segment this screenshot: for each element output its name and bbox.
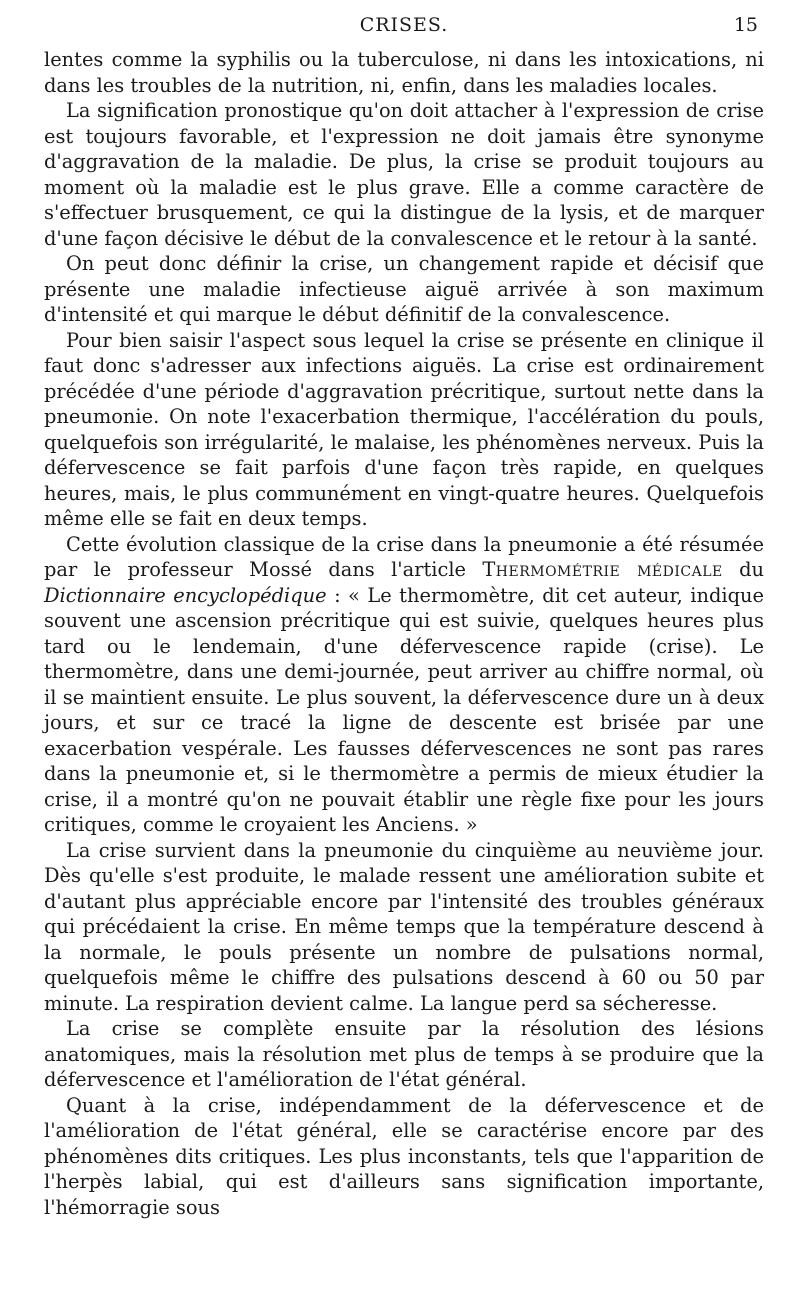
body-text <box>44 47 764 1220</box>
paragraph-7: La crise se complète ensuite par la résolution des lésions anatomiques, mais la résolution met plus de temps à se produire que la défervescence et l'amélioration de l'état général. <box>44 1017 764 1091</box>
paragraph-6: La crise survient dans la pneumonie du cinquième au neuvième jour. Dès qu'elle s'est produite, le malade ressent une amélioration subite et d'autant plus appréciable encore par l'intensité des troubles généraux qui précédaient la crise. En même temps que la température descend à la normale, le pouls présente un nombre de pulsations normal, quelquefois même le chiffre des pulsations descend à 60 ou 50 par minute. La respiration devient calme. La langue perd sa sécheresse. <box>44 838 764 1015</box>
article-title: Thermométrie médicale <box>482 558 723 581</box>
paragraph-5-quote: : « Le thermomètre, dit cet auteur, indique souvent une ascension précritique qui est suivie, quelques heures plus tard ou le lendemain, d'une défervescence rapide (crise). Le thermomètre, dans une demi-journée, peut arriver au chiffre normal, où il se maintient ensuite. Le plus souvent, la défervescence dure un à deux jours, et sur ce tracé la ligne de descente est brisée par une exacerbation vespérale. Les fausses défervescences ne sont pas rares dans la pneumonie et, si le thermomètre a permis de mieux étudier la crise, il a montré qu'on ne pouvait établir une règle fixe pour les jours critiques, comme le croyaient les Anciens. » <box>44 583 764 836</box>
paragraph-1: lentes comme la syphilis ou la tuberculose, ni dans les intoxications, ni dans les troubles de la nutrition, ni, enfin, dans les maladies locales. <box>44 48 764 97</box>
dictionary-title: Dictionnaire encyclopédique <box>44 583 327 607</box>
paragraph-5-text-a: Cette évolution classique de la crise dans la pneumonie a été résumée par le professeur Mossé dans l'article <box>44 532 764 581</box>
paragraph-5-text-b: du <box>722 558 764 581</box>
paragraph-3: On peut donc définir la crise, un changement rapide et décisif que présente une maladie infectieuse aiguë arrivée à son maximum d'intensité et qui marque le début définitif de la convalescence. <box>44 252 764 326</box>
paragraph-2: La signification pronostique qu'on doit attacher à l'expression de crise est toujours favorable, et l'expression ne doit jamais être synonyme d'aggravation de la maladie. De plus, la crise se produit toujours au moment où la maladie est le plus grave. Elle a comme caractère de s'effectuer brusquement, ce qui la distingue de la lysis, et de marquer d'une façon décisive le début de la convalescence et le retour à la santé. <box>44 99 764 250</box>
running-head: CRISES. <box>359 14 449 36</box>
paragraph-4: Pour bien saisir l'aspect sous lequel la crise se présente en clinique il faut donc s'adresser aux infections aiguës. La crise est ordinairement précédée d'une période d'aggravation précritique, surtout nette dans la pneumonie. On note l'exacerbation thermique, l'accélération du pouls, quelquefois son irrégularité, le malaise, les phénomènes nerveux. Puis la défervescence se fait parfois d'une façon très rapide, en quelques heures, mais, le plus communément en vingt-quatre heures. Quelquefois même elle se fait en deux temps. <box>44 328 764 530</box>
paragraph-8: Quant à la crise, indépendamment de la défervescence et de l'amélioration de l'état général, elle se caractérise encore par des phénomènes dits critiques. Les plus inconstants, tels que l'apparition de l'herpès labial, qui est d'ailleurs sans signification importante, l'hémorragie sous <box>44 1093 764 1219</box>
paragraph-5 <box>44 532 764 838</box>
page-number: 15 <box>733 14 758 36</box>
page-header <box>44 6 764 40</box>
